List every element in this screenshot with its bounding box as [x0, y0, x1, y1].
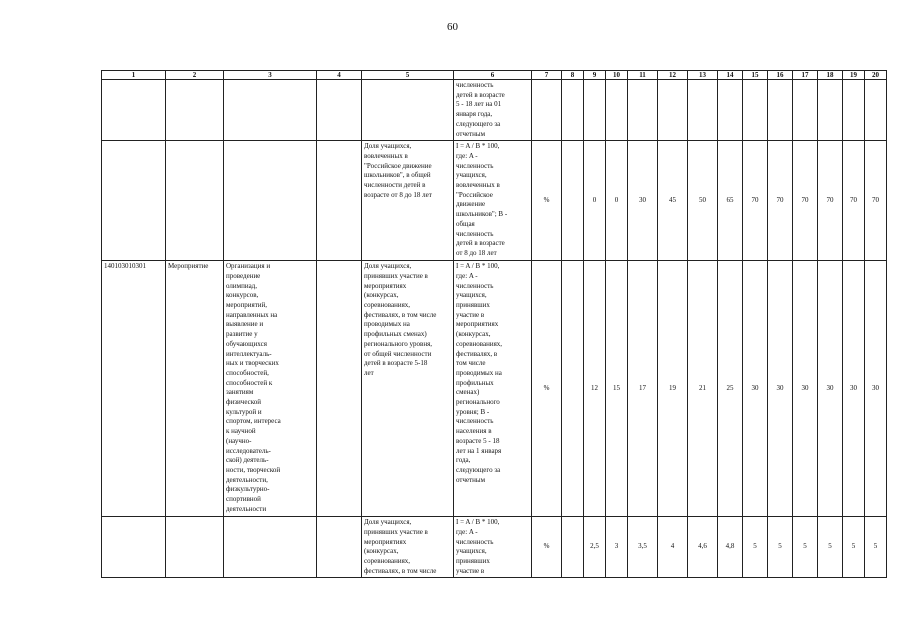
table-row [102, 141, 887, 261]
value-cell-col-17: 30 [793, 261, 818, 517]
column-header-14: 14 [718, 71, 743, 80]
value-cell-col-17: 5 [793, 517, 818, 578]
column-header-20: 20 [865, 71, 887, 80]
unit-cell: % [532, 261, 562, 517]
cell-c4 [317, 517, 362, 578]
value-cell-col-15 [743, 80, 768, 141]
column-header-8: 8 [562, 71, 584, 80]
value-cell-col-9 [584, 80, 606, 141]
value-cell-col-15: 70 [743, 141, 768, 261]
column-header-18: 18 [818, 71, 843, 80]
header-row [102, 71, 887, 80]
column-header-1: 1 [102, 71, 166, 80]
value-cell-col-19: 70 [843, 141, 865, 261]
cell-c1: 140103010301 [102, 261, 166, 517]
value-cell-col-17 [793, 80, 818, 141]
cell-c1 [102, 517, 166, 578]
value-cell-col-20: 5 [865, 517, 887, 578]
cell-c3: Организация и проведение олимпиад, конкурсов, мероприятий, направленных на выявление и развитие у обучающихся интеллектуаль- ных и творческих способностей, способностей к занятиям физической культурой и спортом, интереса к научной (научно- исследователь- ской) деятель- ности, творческой деятельности, физкультурно- спортивной деятельности [224, 261, 317, 517]
value-cell-col-16: 70 [768, 141, 793, 261]
value-cell-col-19: 5 [843, 517, 865, 578]
value-cell-col-12: 45 [658, 141, 688, 261]
value-cell-col-14: 4,8 [718, 517, 743, 578]
cell-c5: Доля учащихся, принявших участие в мероприятиях (конкурсах, соревнованиях, фестивалях, в том числе [362, 517, 454, 578]
value-cell-col-9: 2,5 [584, 517, 606, 578]
cell-c5: Доля учащихся, вовлеченных в "Российское движение школьников", в общей численности детей в возрасте от 8 до 18 лет [362, 141, 454, 261]
cell-c1 [102, 80, 166, 141]
column-header-6: 6 [454, 71, 532, 80]
cell-c3 [224, 517, 317, 578]
unit-cell: % [532, 517, 562, 578]
cell-c6: I = A / B * 100, где: A - численность учащихся, принявших участие в [454, 517, 532, 578]
column-header-7: 7 [532, 71, 562, 80]
cell-c3 [224, 80, 317, 141]
value-cell-col-20: 70 [865, 141, 887, 261]
value-cell-col-20: 30 [865, 261, 887, 517]
value-cell-col-15: 30 [743, 261, 768, 517]
value-cell-col-11: 30 [628, 141, 658, 261]
cell-c4 [317, 261, 362, 517]
table-row [102, 517, 887, 578]
cell-c1 [102, 141, 166, 261]
unit-cell [532, 80, 562, 141]
cell-c8 [562, 517, 584, 578]
value-cell-col-9: 0 [584, 141, 606, 261]
value-cell-col-20 [865, 80, 887, 141]
column-header-19: 19 [843, 71, 865, 80]
column-header-12: 12 [658, 71, 688, 80]
value-cell-col-17: 70 [793, 141, 818, 261]
cell-c3 [224, 141, 317, 261]
column-header-9: 9 [584, 71, 606, 80]
cell-c6: I = A / B * 100, где: A - численность учащихся, вовлеченных в "Российское движение школьников"; B - общая численность детей в возрасте от 8 до 18 лет [454, 141, 532, 261]
value-cell-col-16: 30 [768, 261, 793, 517]
value-cell-col-16 [768, 80, 793, 141]
column-header-2: 2 [166, 71, 224, 80]
page-number: 60 [447, 21, 458, 33]
value-cell-col-11: 3,5 [628, 517, 658, 578]
value-cell-col-19 [843, 80, 865, 141]
cell-c8 [562, 141, 584, 261]
value-cell-col-18: 30 [818, 261, 843, 517]
cell-c5: Доля учащихся, принявших участие в мероприятиях (конкурсах, соревнованиях, фестивалях, в том числе проводимых на профильных сменах) регионального уровня, от общей численности детей в возрасте 5-18 лет [362, 261, 454, 517]
value-cell-col-14: 65 [718, 141, 743, 261]
value-cell-col-9: 12 [584, 261, 606, 517]
value-cell-col-16: 5 [768, 517, 793, 578]
column-header-10: 10 [606, 71, 628, 80]
column-header-11: 11 [628, 71, 658, 80]
value-cell-col-13: 50 [688, 141, 718, 261]
value-cell-col-10: 15 [606, 261, 628, 517]
value-cell-col-13 [688, 80, 718, 141]
cell-c6: I = A / B * 100, где: A - численность учащихся, принявших участие в мероприятиях (конкурсах, соревнованиях, фестивалях, в том числе проводимых на профильных сменах) регионального уровня; B - численность населения в возрасте 5 - 18 лет на 1 января года, следующего за отчетным [454, 261, 532, 517]
table-row [102, 80, 887, 141]
column-header-17: 17 [793, 71, 818, 80]
value-cell-col-10: 3 [606, 517, 628, 578]
value-cell-col-15: 5 [743, 517, 768, 578]
value-cell-col-13: 21 [688, 261, 718, 517]
value-cell-col-18: 5 [818, 517, 843, 578]
value-cell-col-18 [818, 80, 843, 141]
unit-cell: % [532, 141, 562, 261]
value-cell-col-10: 0 [606, 141, 628, 261]
column-header-3: 3 [224, 71, 317, 80]
cell-c5 [362, 80, 454, 141]
value-cell-col-12 [658, 80, 688, 141]
table-row [102, 261, 887, 517]
cell-c8 [562, 80, 584, 141]
cell-c6: численность детей в возрасте 5 - 18 лет на 01 января года, следующего за отчетным [454, 80, 532, 141]
value-cell-col-12: 19 [658, 261, 688, 517]
value-cell-col-11: 17 [628, 261, 658, 517]
indicators-table [101, 70, 887, 578]
cell-c2 [166, 141, 224, 261]
column-header-4: 4 [317, 71, 362, 80]
value-cell-col-18: 70 [818, 141, 843, 261]
cell-c2 [166, 80, 224, 141]
column-header-13: 13 [688, 71, 718, 80]
cell-c4 [317, 80, 362, 141]
value-cell-col-14 [718, 80, 743, 141]
cell-c2 [166, 517, 224, 578]
column-header-16: 16 [768, 71, 793, 80]
cell-c8 [562, 261, 584, 517]
value-cell-col-14: 25 [718, 261, 743, 517]
column-header-5: 5 [362, 71, 454, 80]
value-cell-col-10 [606, 80, 628, 141]
value-cell-col-19: 30 [843, 261, 865, 517]
value-cell-col-13: 4,6 [688, 517, 718, 578]
cell-c4 [317, 141, 362, 261]
cell-c2: Мероприятие [166, 261, 224, 517]
value-cell-col-12: 4 [658, 517, 688, 578]
value-cell-col-11 [628, 80, 658, 141]
column-header-15: 15 [743, 71, 768, 80]
